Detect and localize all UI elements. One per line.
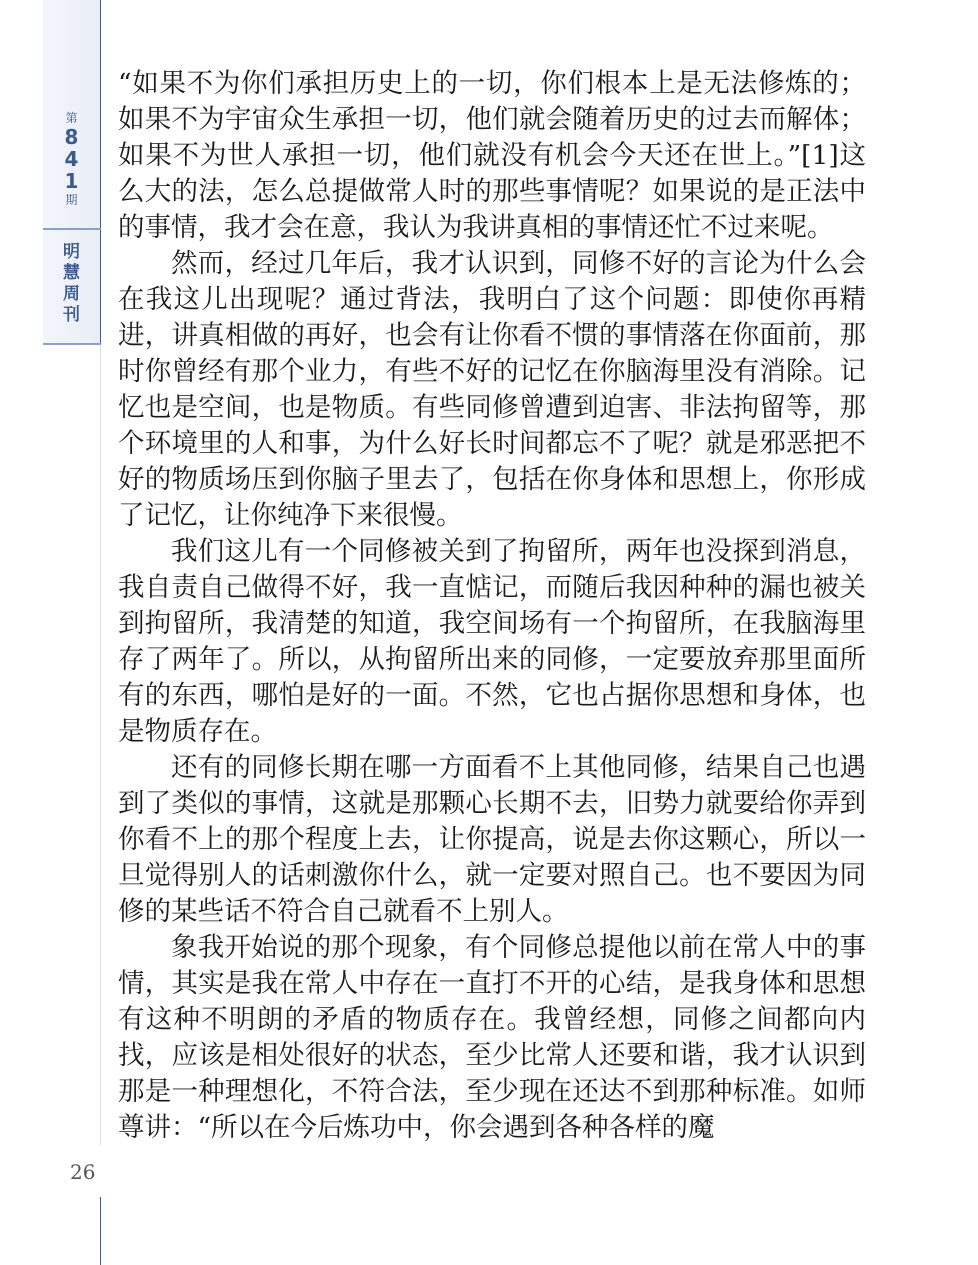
issue-suffix: 期: [65, 193, 78, 207]
magazine-title-char: 刊: [63, 305, 80, 325]
paragraph: 我们这儿有一个同修被关到了拘留所，两年也没探到消息，我自责自己做得不好，我一直惦记，而随后我因种种的漏也被关到拘留所，我清楚的知道，我空间场有一个拘留所，在我脑海里存了两年了。所以，从拘留所出来的同修，一定要放弃那里面所有的东西，哪怕是好的一面。不然，它也占据你思想和身体，也是物质存在。: [118, 536, 866, 747]
magazine-title-char: 明: [63, 242, 80, 262]
issue-digit: 1: [64, 169, 79, 193]
margin-rule-top: [100, 0, 101, 345]
margin-rule-middle: [100, 345, 101, 1145]
article-body: [118, 66, 866, 1146]
issue-digit: 8: [64, 125, 79, 149]
magazine-title: [43, 242, 100, 326]
page-number: 26: [70, 1160, 96, 1184]
magazine-title-char: 周: [63, 284, 80, 304]
paragraph: 象我开始说的那个现象，有个同修总提他以前在常人中的事情，其实是我在常人中存在一直打不开的心结，是我身体和思想有这种不明朗的矛盾的物质存在。我曾经想，同修之间都向内找，应该是相处很好的状态，至少比常人还要和谐，我才认识到那是一种理想化，不符合法，至少现在还达不到那种标准。如师尊讲：“所以在今后炼功中，你会遇到各种各样的魔: [118, 932, 866, 1143]
sidebar-divider-lower: [43, 343, 101, 345]
paragraph: “如果不为你们承担历史上的一切，你们根本上是无法修炼的；如果不为宇宙众生承担一切，他们就会随着历史的过去而解体；如果不为世人承担一切，他们就没有机会今天还在世上。”[1]这么大的法，怎么总提做常人时的那些事情呢？如果说的是正法中的事情，我才会在意，我认为我讲真相的事情还忙不过来呢。: [118, 68, 866, 243]
issue-prefix: 第: [65, 111, 78, 125]
issue-number-block: [43, 110, 100, 208]
paragraph: 还有的同修长期在哪一方面看不上其他同修，结果自己也遇到了类似的事情，这就是那颗心长期不去，旧势力就要给你弄到你看不上的那个程度上去，让你提高，说是去你这颗心，所以一旦觉得别人的话刺激你什么，就一定要对照自己。也不要因为同修的某些话不符合自己就看不上别人。: [118, 752, 866, 927]
margin-rule-bottom: [100, 1197, 101, 1265]
issue-digit: 4: [64, 147, 79, 171]
sidebar-divider-upper: [43, 228, 101, 230]
paragraph: 然而，经过几年后，我才认识到，同修不好的言论为什么会在我这儿出现呢？通过背法，我明白了这个问题：即使你再精进，讲真相做的再好，也会有让你看不惯的事情落在你面前，那时你曾经有那个业力，有些不好的记忆在你脑海里没有消除。记忆也是空间，也是物质。有些同修曾遭到迫害、非法拘留等，那个环境里的人和事，为什么好长时间都忘不了呢？就是邪恶把不好的物质场压到你脑子里去了，包括在你身体和思想上，你形成了记忆，让你纯净下来很慢。: [118, 248, 866, 531]
magazine-title-char: 慧: [63, 263, 80, 283]
